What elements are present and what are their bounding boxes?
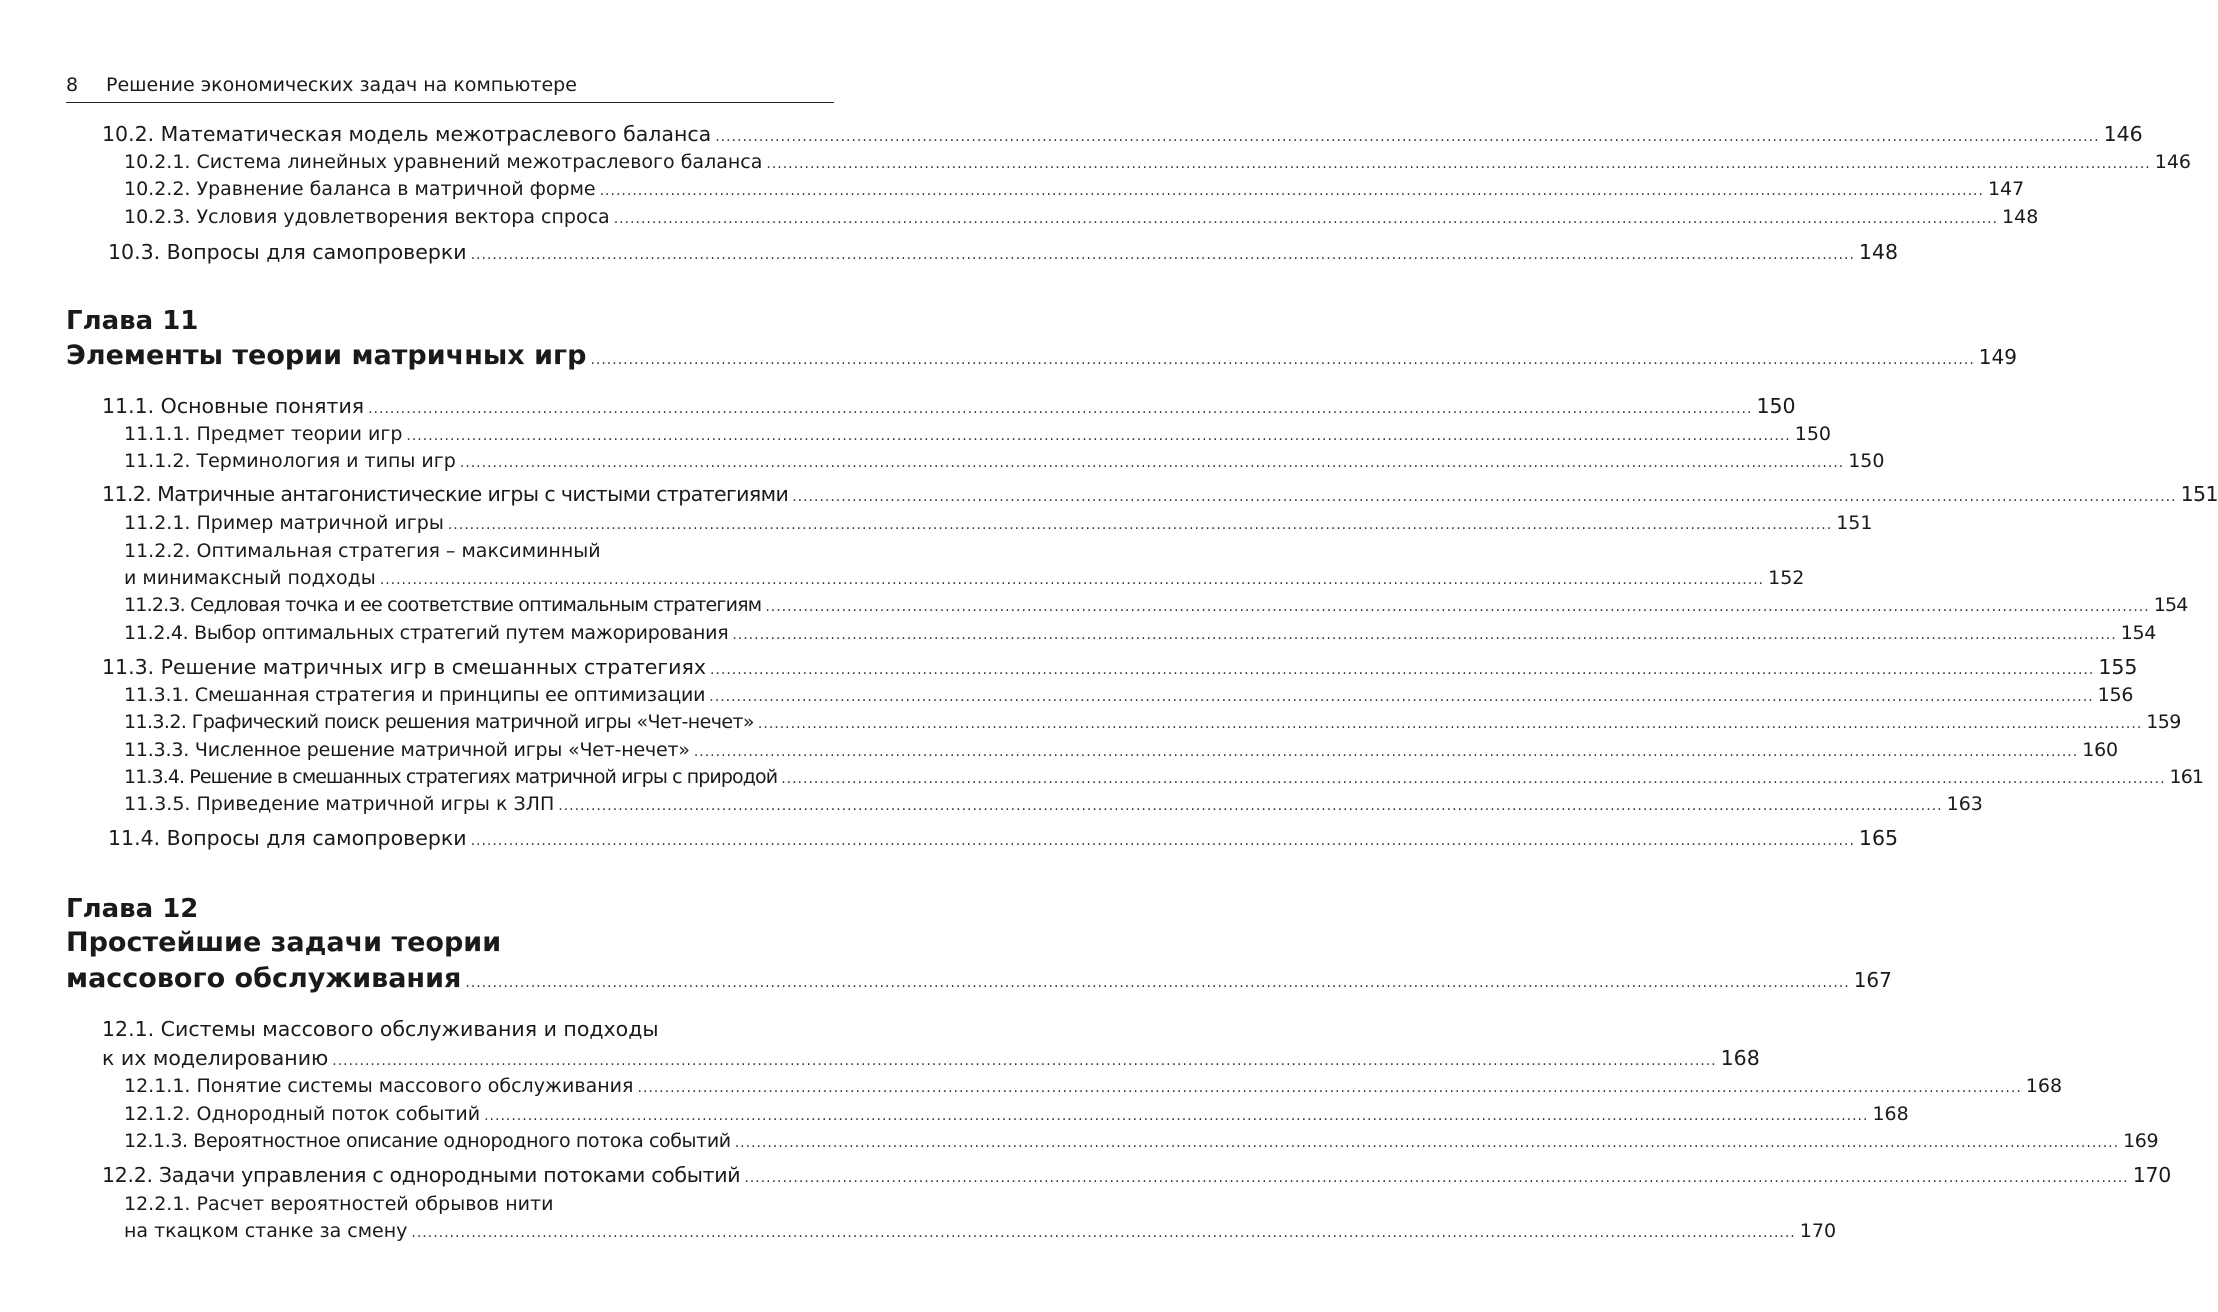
dot-leader — [558, 798, 1942, 814]
dot-leader — [465, 975, 1849, 991]
toc-entry-page: 163 — [1946, 793, 1983, 815]
toc-entry-page: 148 — [1858, 240, 1899, 264]
toc-entry-title: 12.1.2. Однородный поток событий — [124, 1103, 481, 1125]
toc-entry[interactable] — [124, 711, 2181, 733]
toc-entry[interactable] — [124, 1103, 1909, 1125]
toc-entry-page: 170 — [2132, 1163, 2171, 1187]
toc-entry-title: 12.2. Задачи управления с однородными потоками событий — [102, 1163, 741, 1187]
toc-entry-title: 11.3.3. Численное решение матричной игры «Чет-нечет» — [124, 739, 690, 761]
toc-entry-page: 147 — [1987, 178, 2025, 200]
toc-entry-title: 11.2.2. Оптимальная стратегия – максиминный — [124, 540, 601, 562]
chapter-page: 149 — [1978, 345, 2017, 369]
dot-leader — [332, 1053, 1716, 1069]
toc-entry-page: 148 — [2002, 206, 2039, 228]
toc-entry-page: 154 — [2153, 594, 2188, 616]
toc-entry-title: и минимаксный подходы — [124, 567, 376, 589]
toc-entry[interactable] — [124, 206, 2039, 228]
dot-leader — [735, 1135, 2119, 1151]
toc-entry-page: 168 — [1872, 1103, 1909, 1125]
dot-leader — [411, 1225, 1795, 1241]
toc-entry[interactable] — [124, 766, 2204, 788]
toc-entry-title: 11.2. Матричные антагонистические игры с чистыми стратегиями — [102, 482, 789, 506]
dot-leader — [484, 1108, 1868, 1124]
dot-leader — [709, 689, 2093, 705]
toc-entry-page: 150 — [1756, 394, 1796, 418]
toc-entry-title: 10.2.3. Условия удовлетворения вектора спроса — [124, 206, 610, 228]
toc-entry-title: 10.3. Вопросы для самопроверки — [108, 240, 467, 264]
dot-leader — [460, 455, 1844, 471]
toc-entry-title: 12.1. Системы массового обслуживания и подходы — [102, 1017, 659, 1041]
toc-entry-page: 151 — [2180, 482, 2218, 506]
toc-entry-page: 168 — [2025, 1075, 2063, 1097]
toc-entry-title: 11.3. Решение матричных игр в смешанных стратегиях — [102, 655, 706, 679]
toc-entry[interactable] — [124, 450, 1885, 472]
toc-entry[interactable] — [124, 684, 2134, 706]
toc-entry[interactable] — [124, 622, 2157, 644]
chapter-title-entry[interactable] — [66, 963, 1892, 994]
dot-leader — [766, 156, 2150, 172]
toc-entry-title: 11.3.4. Решение в смешанных стратегиях матричной игры с природой — [124, 766, 778, 788]
toc-entry-title: 12.2.1. Расчет вероятностей обрывов нити — [124, 1193, 554, 1215]
toc-entry[interactable] — [124, 793, 1983, 815]
running-title: Решение экономических задач на компьютере — [106, 74, 577, 96]
toc-entry-title: 11.1.1. Предмет теории игр — [124, 423, 403, 445]
toc-entry-continuation[interactable] — [102, 1046, 1760, 1070]
toc-entry-continuation[interactable] — [124, 1220, 1837, 1242]
toc-entry-page: 146 — [2154, 151, 2191, 173]
dot-leader — [732, 627, 2116, 643]
dot-leader — [590, 352, 1974, 368]
toc-entry-page: 156 — [2097, 684, 2134, 706]
toc-entry[interactable] — [102, 655, 2138, 679]
chapter-title: Элементы теории матричных игр — [66, 340, 587, 371]
toc-entry-page: 155 — [2098, 655, 2138, 679]
dot-leader — [471, 247, 1855, 263]
toc-entry[interactable] — [124, 151, 2191, 173]
toc-entry-line1[interactable] — [102, 1017, 834, 1041]
toc-entry[interactable] — [124, 512, 1873, 534]
dot-leader — [781, 771, 2165, 787]
chapter-title-line1: Простейшие задачи теории — [66, 927, 502, 958]
page-number: 8 — [66, 74, 79, 96]
dot-leader — [600, 183, 1984, 199]
chapter-title-entry[interactable] — [66, 340, 2017, 371]
chapter-title-line2: массового обслуживания — [66, 963, 462, 994]
toc-entry-page: 159 — [2146, 711, 2181, 733]
chapter-label: Глава 11 — [66, 306, 199, 336]
toc-entry[interactable] — [108, 826, 1899, 850]
dot-leader — [744, 1170, 2128, 1186]
dot-leader — [614, 211, 1998, 227]
toc-entry-page: 168 — [1720, 1046, 1760, 1070]
dot-leader — [380, 572, 1764, 588]
toc-entry-page: 160 — [2082, 739, 2118, 761]
toc-entry[interactable] — [102, 1163, 2171, 1187]
dot-leader — [758, 716, 2142, 732]
toc-entry-line1[interactable] — [124, 540, 834, 562]
toc-entry-page: 154 — [2120, 622, 2157, 644]
toc-entry-page: 150 — [1794, 423, 1832, 445]
running-header — [66, 70, 834, 103]
toc-entry-page: 165 — [1858, 826, 1899, 850]
toc-entry-title: на ткацком станке за смену — [124, 1220, 408, 1242]
toc-entry[interactable] — [124, 423, 1832, 445]
toc-entry-page: 152 — [1768, 567, 1805, 589]
toc-entry-title: 11.2.3. Седловая точка и ее соответствие оптимальным стратегиям — [124, 594, 762, 616]
toc-entry-page: 146 — [2103, 122, 2143, 146]
dot-leader — [637, 1080, 2021, 1096]
toc-entry[interactable] — [102, 394, 1796, 418]
toc-entry[interactable] — [124, 1075, 2063, 1097]
toc-entry-title: 12.1.1. Понятие системы массового обслуживания — [124, 1075, 634, 1097]
toc-entry-title: к их моделированию — [102, 1046, 329, 1070]
toc-entry-title: 10.2.1. Система линейных уравнений межотраслевого баланса — [124, 151, 763, 173]
toc-entry-continuation[interactable] — [124, 567, 1805, 589]
dot-leader — [710, 662, 2094, 678]
dot-leader — [471, 833, 1855, 849]
toc-entry-title: 11.1.2. Терминология и типы игр — [124, 450, 456, 472]
dot-leader — [715, 129, 2099, 145]
toc-entry-title: 11.2.1. Пример матричной игры — [124, 512, 444, 534]
dot-leader — [368, 401, 1752, 417]
toc-entry-page: 161 — [2169, 766, 2204, 788]
toc-entry-title: 11.2.4. Выбор оптимальных стратегий путем мажорирования — [124, 622, 729, 644]
toc-entry-page: 169 — [2123, 1130, 2159, 1152]
toc-entry[interactable] — [124, 739, 2118, 761]
dot-leader — [792, 489, 2176, 505]
chapter-page: 167 — [1853, 968, 1892, 992]
toc-entry-title: 11.1. Основные понятия — [102, 394, 365, 418]
dot-leader — [448, 517, 1832, 533]
toc-entry-page: 151 — [1836, 512, 1873, 534]
toc-entry[interactable] — [124, 1130, 2159, 1152]
toc-entry-title: 11.3.5. Приведение матричной игры к ЗЛП — [124, 793, 555, 815]
toc-entry[interactable] — [124, 178, 2025, 200]
toc-entry[interactable] — [124, 594, 2188, 616]
dot-leader — [694, 744, 2078, 760]
toc-entry-title: 11.3.2. Графический поиск решения матричной игры «Чет-нечет» — [124, 711, 754, 733]
toc-entry-title: 10.2.2. Уравнение баланса в матричной форме — [124, 178, 596, 200]
toc-entry-title: 10.2. Математическая модель межотраслевого баланса — [102, 122, 712, 146]
toc-entry[interactable] — [108, 240, 1899, 264]
toc-entry-page: 170 — [1799, 1220, 1837, 1242]
toc-entry-line1[interactable] — [124, 1193, 834, 1215]
dot-leader — [406, 428, 1790, 444]
dot-leader — [765, 599, 2149, 615]
toc-entry[interactable] — [102, 482, 2218, 506]
chapter-label: Глава 12 — [66, 894, 199, 924]
toc-entry-title: 11.3.1. Смешанная стратегия и принципы ее оптимизации — [124, 684, 706, 706]
toc-entry[interactable] — [102, 122, 2143, 146]
toc-entry-page: 150 — [1848, 450, 1885, 472]
toc-entry-title: 11.4. Вопросы для самопроверки — [108, 826, 467, 850]
toc-entry-title: 12.1.3. Вероятностное описание однородного потока событий — [124, 1130, 731, 1152]
